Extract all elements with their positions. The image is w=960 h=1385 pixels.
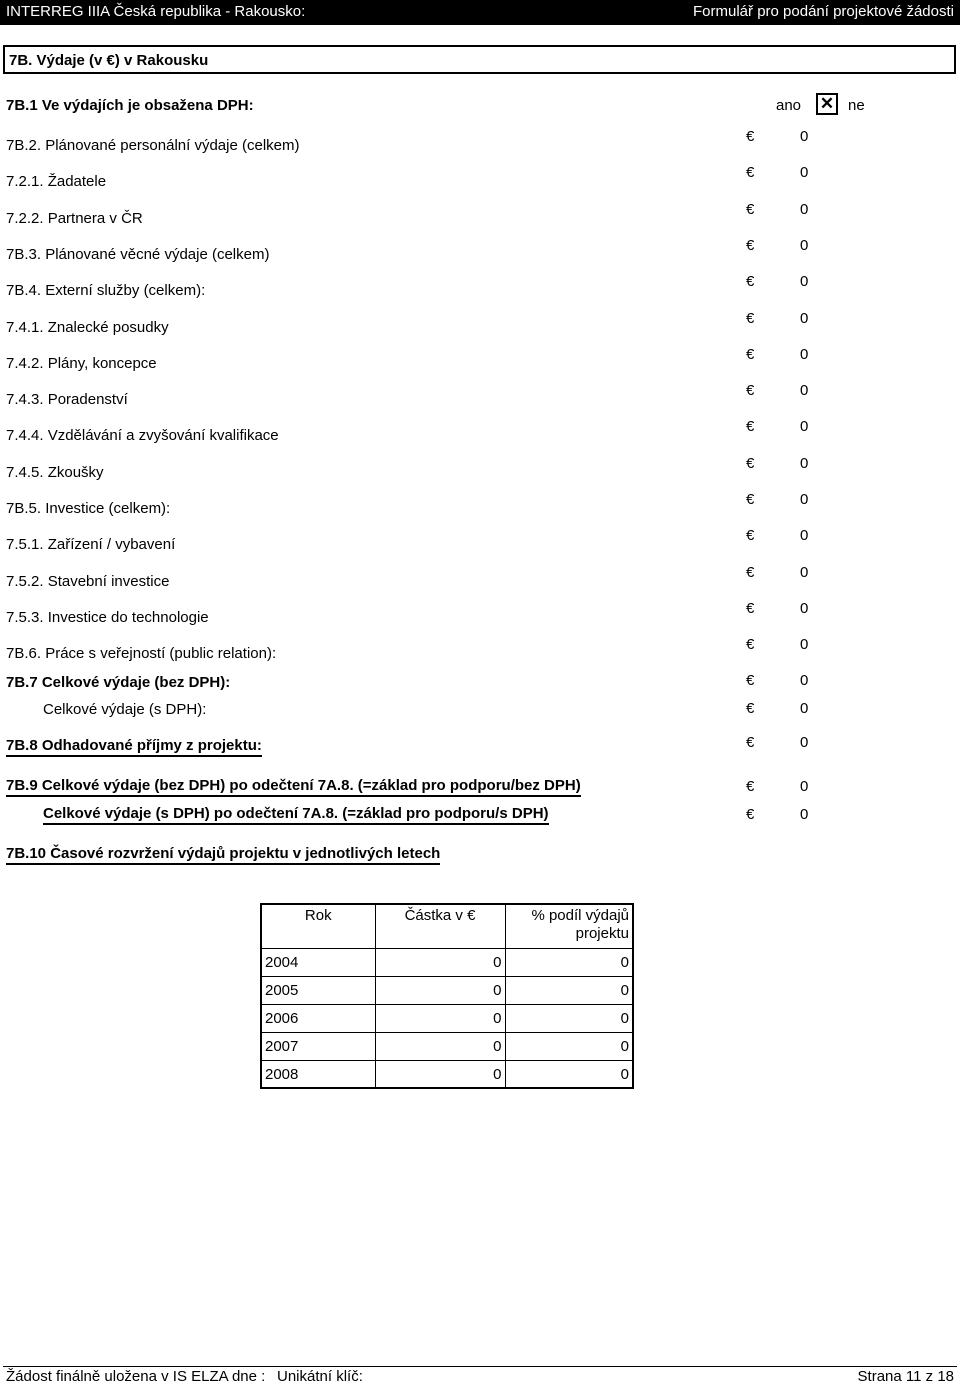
- euro-icon: €: [746, 600, 755, 617]
- euro-icon: €: [746, 201, 755, 218]
- expense-row-value: 0: [800, 310, 809, 327]
- cell-year: 2004: [261, 948, 375, 976]
- table-row: [261, 1060, 633, 1088]
- euro-icon: €: [746, 418, 755, 435]
- expense-row-value: 0: [800, 527, 809, 544]
- euro-icon: €: [746, 164, 755, 181]
- cell-share: 0: [505, 1060, 633, 1088]
- section-title: 7B. Výdaje (v €) v Rakousku: [9, 52, 209, 69]
- euro-icon: €: [746, 700, 755, 717]
- euro-icon: €: [746, 346, 755, 363]
- cell-amount: 0: [375, 1060, 505, 1088]
- cell-year: 2007: [261, 1032, 375, 1060]
- euro-icon: €: [746, 237, 755, 254]
- expense-row-value: 0: [800, 128, 809, 145]
- cell-share: 0: [505, 948, 633, 976]
- expense-row-label: 7.4.1. Znalecké posudky: [6, 319, 169, 336]
- cell-amount: 0: [375, 976, 505, 1004]
- expense-row-value: 0: [800, 418, 809, 435]
- section-title-box: [3, 45, 956, 74]
- vat-no-label: ne: [848, 97, 865, 114]
- expense-row-label: 7.4.2. Plány, koncepce: [6, 355, 157, 372]
- expense-row-label: 7.4.4. Vzdělávání a zvyšování kvalifikace: [6, 427, 279, 444]
- expense-row-label: 7.4.5. Zkoušky: [6, 464, 104, 481]
- timeline-title: 7B.10 Časové rozvržení výdajů projektu v jednotlivých letech: [6, 845, 440, 865]
- net-no-vat-value: 0: [800, 778, 809, 795]
- cell-amount: 0: [375, 948, 505, 976]
- net-vat-label: Celkové výdaje (s DPH) po odečtení 7A.8. (=základ pro podporu/s DPH): [43, 805, 549, 825]
- cell-share: 0: [505, 1032, 633, 1060]
- euro-icon: €: [746, 382, 755, 399]
- vat-checkbox[interactable]: ✕: [816, 93, 838, 115]
- euro-icon: €: [746, 806, 755, 823]
- euro-icon: €: [746, 273, 755, 290]
- cell-year: 2006: [261, 1004, 375, 1032]
- header-program: INTERREG IIIA Česká republika - Rakousko:: [6, 3, 306, 20]
- expense-row-value: 0: [800, 346, 809, 363]
- euro-icon: €: [746, 636, 755, 653]
- cell-year: 2008: [261, 1060, 375, 1088]
- footer-page-number: Strana 11 z 18: [857, 1368, 954, 1385]
- euro-icon: €: [746, 491, 755, 508]
- footer-saved-label: Žádost finálně uložena v IS ELZA dne :: [6, 1368, 266, 1385]
- cell-amount: 0: [375, 1032, 505, 1060]
- total-vat-value: 0: [800, 700, 809, 717]
- income-label: 7B.8 Odhadované příjmy z projektu:: [6, 737, 262, 757]
- expense-row-label: 7.2.1. Žadatele: [6, 173, 107, 190]
- total-no-vat-label: 7B.7 Celkové výdaje (bez DPH):: [6, 674, 231, 691]
- col-year-header: Rok: [261, 904, 375, 948]
- expense-row-value: 0: [800, 164, 809, 181]
- euro-icon: €: [746, 128, 755, 145]
- euro-icon: €: [746, 455, 755, 472]
- expense-row-label: 7.5.1. Zařízení / vybavení: [6, 536, 176, 553]
- vat-question: 7B.1 Ve výdajích je obsažena DPH:: [6, 97, 254, 114]
- euro-icon: €: [746, 672, 755, 689]
- net-no-vat-label: 7B.9 Celkové výdaje (bez DPH) po odečtení 7A.8. (=základ pro podporu/bez DPH): [6, 777, 581, 797]
- expense-row-value: 0: [800, 237, 809, 254]
- footer-key-label: Unikátní klíč:: [277, 1368, 363, 1385]
- euro-icon: €: [746, 527, 755, 544]
- footer-divider: [3, 1366, 957, 1367]
- col-share-header: [505, 904, 633, 948]
- expense-row-label: 7.5.2. Stavební investice: [6, 573, 170, 590]
- table-row: [261, 948, 633, 976]
- expense-row-value: 0: [800, 491, 809, 508]
- expense-row-label: 7.2.2. Partnera v ČR: [6, 210, 143, 227]
- cell-amount: 0: [375, 1004, 505, 1032]
- expense-row-label: 7B.4. Externí služby (celkem):: [6, 282, 206, 299]
- table-row: [261, 1032, 633, 1060]
- expense-row-value: 0: [800, 382, 809, 399]
- expense-row-label: 7B.5. Investice (celkem):: [6, 500, 171, 517]
- cell-share: 0: [505, 976, 633, 1004]
- expense-row-value: 0: [800, 636, 809, 653]
- col-share-line2: projektu: [575, 925, 629, 942]
- net-vat-value: 0: [800, 806, 809, 823]
- expense-row-value: 0: [800, 273, 809, 290]
- total-no-vat-value: 0: [800, 672, 809, 689]
- total-vat-label: Celkové výdaje (s DPH):: [43, 701, 207, 718]
- expense-row-value: 0: [800, 201, 809, 218]
- expense-row-label: 7B.2. Plánované personální výdaje (celkem): [6, 137, 300, 154]
- expense-row-label: 7B.3. Plánované věcné výdaje (celkem): [6, 246, 270, 263]
- euro-icon: €: [746, 310, 755, 327]
- table-row: [261, 976, 633, 1004]
- expense-row-value: 0: [800, 600, 809, 617]
- euro-icon: €: [746, 734, 755, 751]
- income-value: 0: [800, 734, 809, 751]
- col-amount-header: Částka v €: [375, 904, 505, 948]
- col-share-line1: % podíl výdajů: [531, 907, 629, 924]
- cell-year: 2005: [261, 976, 375, 1004]
- euro-icon: €: [746, 778, 755, 795]
- vat-yes-label: ano: [776, 97, 802, 114]
- expense-row-label: 7.5.3. Investice do technologie: [6, 609, 209, 626]
- expense-row-value: 0: [800, 455, 809, 472]
- expense-row-label: 7B.6. Práce s veřejností (public relation):: [6, 645, 277, 662]
- header-form-title: Formulář pro podání projektové žádosti: [693, 3, 954, 20]
- table-row: [261, 1004, 633, 1032]
- cell-share: 0: [505, 1004, 633, 1032]
- yearly-expense-table: [260, 903, 634, 1089]
- page-header: [0, 0, 960, 25]
- expense-row-value: 0: [800, 564, 809, 581]
- expense-row-label: 7.4.3. Poradenství: [6, 391, 128, 408]
- euro-icon: €: [746, 564, 755, 581]
- table-header-row: [261, 904, 633, 948]
